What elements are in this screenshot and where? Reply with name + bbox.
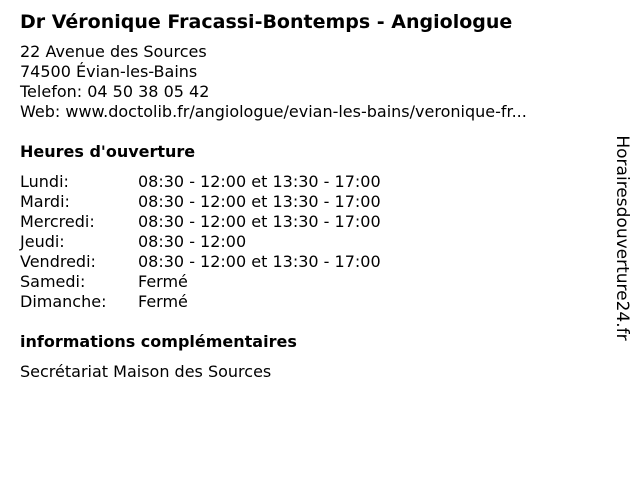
- time-value: 08:30 - 12:00: [138, 232, 247, 251]
- address-street: 22 Avenue des Sources: [20, 42, 207, 61]
- phone-number: Telefon: 04 50 38 05 42: [20, 82, 210, 101]
- day-label: Jeudi:: [20, 232, 65, 251]
- time-value: 08:30 - 12:00 et 13:30 - 17:00: [138, 172, 381, 191]
- address-city: 74500 Évian-les-Bains: [20, 62, 198, 81]
- hours-row-monday: [20, 172, 381, 192]
- additional-info-heading: informations complémentaires: [20, 332, 297, 351]
- additional-info-text: Secrétariat Maison des Sources: [20, 362, 272, 381]
- time-value: 08:30 - 12:00 et 13:30 - 17:00: [138, 212, 381, 231]
- hours-row-tuesday: [20, 192, 381, 212]
- day-label: Mercredi:: [20, 212, 95, 231]
- page-title: Dr Véronique Fracassi-Bontemps - Angiologue: [20, 11, 513, 33]
- time-value: 08:30 - 12:00 et 13:30 - 17:00: [138, 192, 381, 211]
- time-value: 08:30 - 12:00 et 13:30 - 17:00: [138, 252, 381, 271]
- site-watermark: Horairesdouverture24.fr: [612, 135, 632, 341]
- hours-row-thursday: [20, 232, 381, 252]
- day-label: Mardi:: [20, 192, 70, 211]
- hours-row-wednesday: [20, 212, 381, 232]
- hours-row-sunday: [20, 292, 381, 312]
- day-label: Vendredi:: [20, 252, 96, 271]
- opening-hours-heading: Heures d'ouverture: [20, 142, 196, 161]
- day-label: Dimanche:: [20, 292, 107, 311]
- time-value: Fermé: [138, 272, 188, 291]
- business-card: [20, 10, 600, 382]
- hours-row-friday: [20, 252, 381, 272]
- day-label: Lundi:: [20, 172, 69, 191]
- hours-row-saturday: [20, 272, 381, 292]
- time-value: Fermé: [138, 292, 188, 311]
- opening-hours-table: [20, 172, 381, 312]
- website-url: Web: www.doctolib.fr/angiologue/evian-les-bains/veronique-fr...: [20, 102, 527, 121]
- day-label: Samedi:: [20, 272, 86, 291]
